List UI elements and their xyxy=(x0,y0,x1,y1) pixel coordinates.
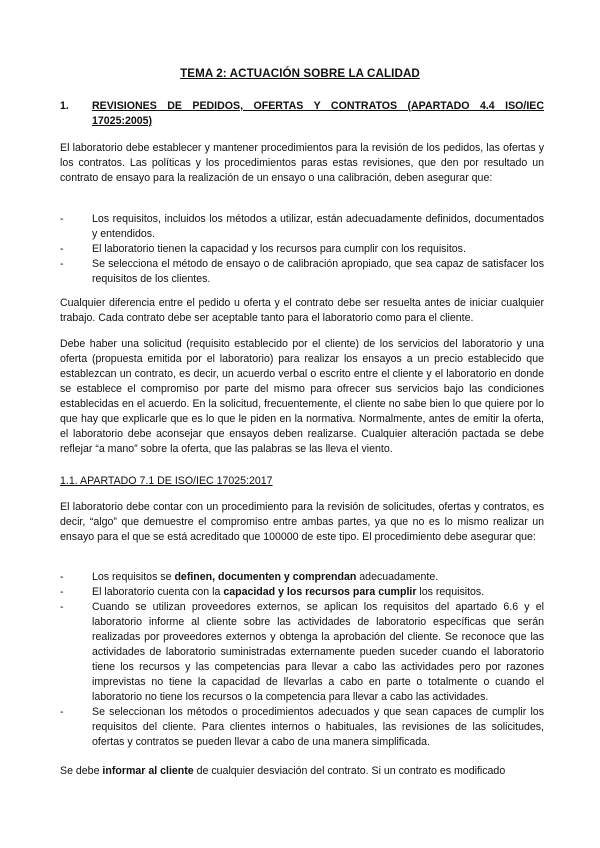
list-item-emphasis: capacidad y los recursos para cumplir xyxy=(223,586,417,598)
list-item xyxy=(60,257,544,287)
section-heading-text: REVISIONES DE PEDIDOS, OFERTAS Y CONTRATOS (APARTADO 4.4 ISO/IEC 17025:2005) xyxy=(92,100,544,127)
list-item-text: El laboratorio tienen la capacidad y los recursos para cumplir con los requisitos. xyxy=(92,243,466,255)
list-item-pre: El laboratorio cuenta con la xyxy=(92,586,224,598)
paragraph-5-pre: Se debe xyxy=(60,765,103,777)
list-item-text: Se selecciona el método de ensayo o de calibración apropiado, que sea capaz de satisfacer los requisitos de los clientes. xyxy=(92,258,544,285)
paragraph-3: Debe haber una solicitud (requisito establecido por el cliente) de los servicios del laboratorio y una oferta (propuesta emitida por el laboratorio) para realizar los ensayos a un precio establecido que establezcan un contrato, es decir, un acuerdo verbal o escrito entre el cliente y el laboratorio en donde se establece el compromiso por parte del mismo para ofrecer sus servicios bajo las condiciones establecidas en el acuerdo. En la solicitud, frecuentemente, el cliente no sabe bien lo que quiere por lo que hay que explicarle que es lo que le piden en la normativa. Normalmente, antes de emitir la oferta, el laboratorio debe aconsejar que ensayos deben realizarse. Cualquier alteración pactada se debe reflejar “a mano” sobre la oferta, que las palabras se las lleva el viento. xyxy=(60,338,544,455)
paragraph-4: El laboratorio debe contar con un procedimiento para la revisión de solicitudes, ofertas y contratos, es decir, “algo” que demuestre el compromiso entre ambas partes, ya que no es lo mismo realizar un ensayo para el que se está acreditado que 100000 de este tipo. El procedimiento debe asegurar que: xyxy=(60,501,544,543)
requirements-list-2 xyxy=(60,570,544,750)
list-item-text: Cuando se utilizan proveedores externos, se aplican los requisitos del apartado 6.6 y el laboratorio informe al cliente sobre las actividades de laboratorio específicas que serán realizadas por proveedores externos y obtenga la aprobación del cliente. Se reconoce que las actividades de laboratorio suministradas externamente pueden suceder cuando el laboratorio tiene los recursos y las competencias para llevar a cabo las actividades pero por razones imprevistas no tiene la capacidad de llevarlas a cabo en parte o totalmente o cuando el laboratorio no tiene los recursos o la competencia para llevar a cabo las actividades. xyxy=(92,601,544,703)
list-item-pre: Los requisitos se xyxy=(92,571,175,583)
paragraph-5-emphasis: informar al cliente xyxy=(102,765,194,777)
list-item-text: Los requisitos, incluidos los métodos a utilizar, están adecuadamente definidos, documentados y entendidos. xyxy=(92,213,544,240)
section-heading xyxy=(60,99,544,129)
paragraph-2: Cualquier diferencia entre el pedido u oferta y el contrato debe ser resuelta antes de iniciar cualquier trabajo. Cada contrato debe ser aceptable tanto para el laboratorio como para el cliente. xyxy=(60,297,544,324)
paragraph-5 xyxy=(60,764,544,779)
subsection-heading: 1.1. APARTADO 7.1 DE ISO/IEC 17025:2017 xyxy=(60,475,273,487)
bullet-dash: - xyxy=(60,601,64,613)
list-item-text: Se seleccionan los métodos o procedimientos adecuados y que sean capaces de cumplir los requisitos del cliente. Para clientes internos o habituales, las revisiones de las solicitudes, ofertas y contratos se pueden llevar a cabo de una manera simplificada. xyxy=(92,706,544,748)
requirements-list-1 xyxy=(60,212,544,287)
page-title: TEMA 2: ACTUACIÓN SOBRE LA CALIDAD xyxy=(180,67,420,80)
list-item xyxy=(60,212,544,242)
paragraph-1: El laboratorio debe establecer y mantener procedimientos para la revisión de los pedidos, las ofertas y los contratos. Las políticas y los procedimientos paras estas revisiones, que den por resultado un contrato de ensayo para la realización de un ensayo o una calibración, deben asegurar que: xyxy=(60,142,544,184)
bullet-dash: - xyxy=(60,258,64,270)
list-item-post: los requisitos. xyxy=(416,586,485,598)
list-item xyxy=(60,600,544,705)
list-item xyxy=(60,242,544,257)
bullet-dash: - xyxy=(60,571,64,583)
bullet-dash: - xyxy=(60,213,64,225)
section-number: 1. xyxy=(60,100,69,112)
list-item xyxy=(60,705,544,750)
bullet-dash: - xyxy=(60,706,64,718)
paragraph-5-post: de cualquier desviación del contrato. Si un contrato es modificado xyxy=(193,765,506,777)
list-item-post: adecuadamente. xyxy=(356,571,439,583)
list-item xyxy=(60,585,544,600)
bullet-dash: - xyxy=(60,586,64,598)
list-item xyxy=(60,570,544,585)
list-item-emphasis: definen, documenten y comprendan xyxy=(174,571,357,583)
bullet-dash: - xyxy=(60,243,64,255)
